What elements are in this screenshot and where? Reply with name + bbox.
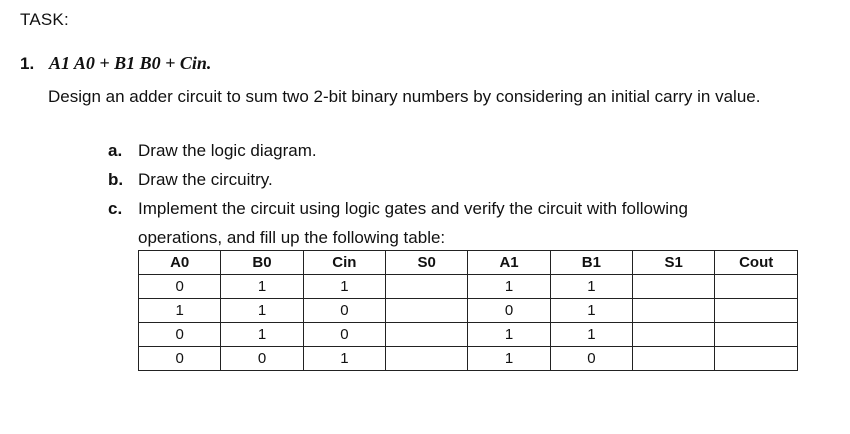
- task-heading: TASK:: [20, 10, 69, 29]
- column-header-cin: Cin: [303, 251, 385, 275]
- table-cell: 1: [468, 347, 550, 371]
- subtask-letter: c.: [108, 199, 123, 218]
- column-header-b0: B0: [221, 251, 303, 275]
- table-cell: 1: [550, 323, 632, 347]
- column-header-a1: A1: [468, 251, 550, 275]
- table-row: [139, 323, 798, 347]
- table-cell[interactable]: [715, 299, 798, 323]
- table-cell: 0: [303, 299, 385, 323]
- question-description: Design an adder circuit to sum two 2-bit binary numbers by considering an initial carry in value.: [48, 87, 761, 106]
- table-row: [139, 347, 798, 371]
- table-cell[interactable]: [386, 299, 468, 323]
- table-cell: 1: [221, 275, 303, 299]
- table-header-row: [139, 251, 798, 275]
- subtask-a: [108, 136, 768, 165]
- table-cell[interactable]: [386, 347, 468, 371]
- question-header: [20, 53, 211, 74]
- table-cell: 1: [550, 299, 632, 323]
- table-row: [139, 299, 798, 323]
- table-cell[interactable]: [386, 323, 468, 347]
- table-cell: 1: [468, 323, 550, 347]
- table-cell: 1: [303, 275, 385, 299]
- table-cell[interactable]: [715, 323, 798, 347]
- table-cell: 0: [139, 347, 221, 371]
- table-cell[interactable]: [633, 275, 715, 299]
- column-header-s0: S0: [386, 251, 468, 275]
- table-cell[interactable]: [715, 275, 798, 299]
- subtask-b: [108, 165, 768, 194]
- table-cell: 1: [550, 275, 632, 299]
- subtask-c: [108, 194, 768, 252]
- truth-table: [138, 250, 798, 371]
- table-cell: 1: [303, 347, 385, 371]
- column-header-a0: A0: [139, 251, 221, 275]
- table-cell: 0: [303, 323, 385, 347]
- table-cell: 0: [139, 323, 221, 347]
- question-number: 1.: [20, 54, 35, 73]
- subtask-text: Draw the circuitry.: [138, 170, 273, 189]
- subtask-list: [108, 136, 768, 252]
- table-cell[interactable]: [386, 275, 468, 299]
- table-cell: 1: [468, 275, 550, 299]
- table-cell[interactable]: [715, 347, 798, 371]
- subtask-text: Implement the circuit using logic gates and verify the circuit with following operations, and fill up the following table:: [138, 199, 688, 247]
- table-cell: 0: [139, 275, 221, 299]
- subtask-text: Draw the logic diagram.: [138, 141, 317, 160]
- subtask-letter: b.: [108, 170, 124, 189]
- table-cell: 0: [221, 347, 303, 371]
- column-header-b1: B1: [550, 251, 632, 275]
- table-cell[interactable]: [633, 299, 715, 323]
- table-cell[interactable]: [633, 347, 715, 371]
- table-cell[interactable]: [633, 323, 715, 347]
- question-expression: A1 A0 + B1 B0 + Cin.: [49, 53, 212, 73]
- subtask-letter: a.: [108, 141, 123, 160]
- table-cell: 1: [221, 323, 303, 347]
- column-header-cout: Cout: [715, 251, 798, 275]
- table-row: [139, 275, 798, 299]
- table-cell: 1: [139, 299, 221, 323]
- table-cell: 1: [221, 299, 303, 323]
- table-cell: 0: [550, 347, 632, 371]
- column-header-s1: S1: [633, 251, 715, 275]
- table-cell: 0: [468, 299, 550, 323]
